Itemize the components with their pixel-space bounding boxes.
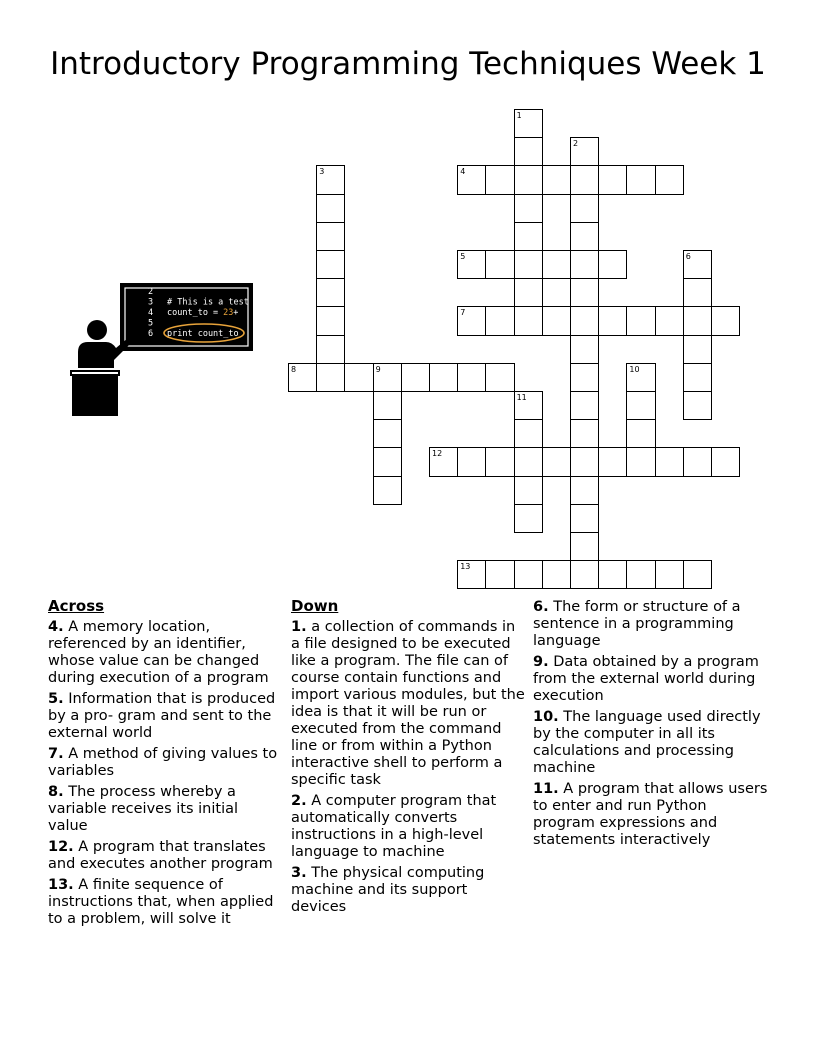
clue-number: 5 — [460, 252, 466, 261]
crossword-cell[interactable] — [542, 447, 571, 476]
crossword-cell[interactable] — [655, 447, 684, 476]
crossword-cell[interactable] — [570, 306, 599, 335]
clue-number: 3 — [319, 167, 325, 177]
across-clues — [48, 598, 280, 932]
crossword-cell[interactable] — [485, 560, 514, 589]
crossword-cell[interactable] — [316, 222, 345, 251]
crossword-cell[interactable] — [570, 532, 599, 561]
clue-number: 6. — [533, 599, 549, 615]
clue-item — [533, 781, 769, 849]
clue-number: 8. — [48, 784, 64, 800]
crossword-cell[interactable] — [598, 306, 627, 335]
crossword-cell[interactable] — [626, 165, 655, 194]
clue-text: A program that allows users to enter and run Python program expressions and statements interactively — [533, 781, 768, 848]
crossword-cell[interactable] — [316, 363, 345, 392]
clue-text: A computer program that automatically converts instructions in a high-level language to machine — [291, 793, 497, 860]
clue-number: 7 — [460, 308, 466, 318]
clue-number: 9 — [375, 364, 381, 374]
crossword-cell[interactable] — [683, 278, 712, 307]
crossword-cell[interactable] — [373, 391, 402, 420]
crossword-cell[interactable] — [514, 306, 543, 335]
clue-number: 10 — [629, 364, 640, 374]
crossword-cell[interactable] — [457, 363, 486, 392]
crossword-cell[interactable] — [626, 560, 655, 589]
page-title: Introductory Programming Techniques Week 1 — [50, 46, 766, 82]
crossword-cell[interactable] — [514, 222, 543, 251]
crossword-cell[interactable] — [401, 363, 430, 392]
crossword-cell[interactable] — [570, 363, 599, 392]
crossword-cell[interactable] — [655, 165, 684, 194]
crossword-cell[interactable] — [570, 476, 599, 505]
crossword-cell[interactable] — [626, 306, 655, 335]
clue-number: 11 — [516, 393, 527, 402]
crossword-cell[interactable] — [485, 447, 514, 476]
crossword-cell[interactable] — [570, 447, 599, 476]
clue-number: 7. — [48, 746, 64, 762]
code-highlight-value: 23 — [223, 308, 234, 318]
crossword-cell[interactable] — [570, 222, 599, 251]
crossword-cell[interactable] — [316, 278, 345, 307]
clue-item — [291, 619, 527, 789]
code-line-number: 2 — [148, 287, 154, 297]
crossword-cell[interactable] — [570, 560, 599, 589]
crossword-cell[interactable] — [514, 250, 543, 279]
crossword-cell[interactable] — [570, 504, 599, 533]
crossword-cell[interactable] — [429, 363, 458, 392]
crossword-cell[interactable] — [570, 419, 599, 448]
crossword-cell[interactable] — [457, 447, 486, 476]
clue-number: 11. — [533, 781, 559, 797]
clue-text: Information that is produced by a pro- gram and sent to the external world — [48, 691, 276, 741]
across-heading: Across — [48, 597, 105, 615]
crossword-cell[interactable] — [514, 504, 543, 533]
clue-number: 6 — [685, 252, 691, 261]
clue-text: A program that translates and executes another program — [48, 839, 273, 872]
clue-item — [48, 784, 280, 835]
crossword-cell[interactable] — [570, 165, 599, 194]
clue-number: 5. — [48, 691, 64, 707]
clue-number: 2. — [291, 793, 307, 809]
crossword-cell[interactable] — [485, 363, 514, 392]
clue-number: 2 — [573, 139, 579, 149]
code-line-text: # This is a test — [167, 297, 249, 308]
crossword-cell[interactable] — [514, 560, 543, 589]
crossword-cell[interactable] — [598, 250, 627, 279]
crossword-cell[interactable] — [626, 391, 655, 420]
crossword-cell[interactable] — [683, 363, 712, 392]
crossword-cell[interactable] — [316, 194, 345, 223]
clue-text: The process whereby a variable receives its initial value — [48, 784, 239, 834]
clue-text: The language used directly by the computer in all its calculations and processing machine — [533, 709, 761, 776]
clue-number: 8 — [291, 364, 297, 374]
crossword-cell[interactable] — [683, 306, 712, 335]
clue-number: 4. — [48, 619, 64, 635]
crossword-cell[interactable] — [683, 391, 712, 420]
crossword-cell[interactable] — [514, 278, 543, 307]
crossword-cell[interactable] — [542, 306, 571, 335]
clue-text: The form or structure of a sentence in a programming language — [533, 599, 741, 649]
clue-text: A method of giving values to variables — [48, 746, 278, 779]
crossword-cell[interactable] — [570, 391, 599, 420]
crossword-cell[interactable] — [626, 447, 655, 476]
code-line-number: 5 — [148, 318, 154, 329]
clue-item — [291, 793, 527, 861]
crossword-cell[interactable] — [542, 250, 571, 279]
clue-number: 10. — [533, 709, 559, 725]
clue-item — [533, 599, 769, 650]
crossword-cell[interactable] — [514, 476, 543, 505]
crossword-cell[interactable] — [598, 447, 627, 476]
crossword-cell[interactable] — [373, 447, 402, 476]
clue-item — [48, 691, 280, 742]
down-heading: Down — [291, 597, 339, 615]
crossword-cell[interactable] — [344, 363, 373, 392]
clue-item — [48, 839, 280, 873]
clue-item — [48, 746, 280, 780]
crossword-cell[interactable] — [373, 419, 402, 448]
clue-number: 1 — [516, 111, 522, 120]
crossword-cell[interactable] — [485, 250, 514, 279]
down-clues-continued — [533, 599, 769, 853]
crossword-cell[interactable] — [711, 447, 740, 476]
clue-text: The physical computing machine and its support devices — [291, 865, 485, 915]
clue-number: 4 — [460, 167, 466, 177]
crossword-cell[interactable] — [570, 194, 599, 223]
clue-text: A finite sequence of instructions that, when applied to a problem, will solve it — [48, 877, 274, 927]
clue-item — [533, 709, 769, 777]
crossword-cell[interactable] — [542, 165, 571, 194]
clue-text: Data obtained by a program from the external world during execution — [533, 654, 759, 704]
clue-item — [48, 877, 280, 928]
code-line-text: count_to = — [167, 308, 219, 318]
crossword-cell[interactable] — [485, 165, 514, 194]
crossword-cell[interactable] — [514, 419, 543, 448]
crossword-cell[interactable] — [711, 306, 740, 335]
crossword-cell[interactable] — [683, 560, 712, 589]
crossword-cell[interactable] — [570, 278, 599, 307]
crossword-cell[interactable] — [542, 560, 571, 589]
down-clues — [291, 598, 527, 920]
code-line-number: 4 — [148, 308, 154, 318]
clue-number: 12 — [432, 449, 443, 459]
crossword-cell[interactable] — [514, 137, 543, 166]
crossword-cell[interactable] — [485, 306, 514, 335]
clue-text: a collection of commands in a file designed to be executed like a program. The file can of course contain functions and import various modules, but the idea is that it will be run or executed from the command line or from within a Python interactive shell to perform a specific task — [291, 619, 525, 788]
crossword-cell[interactable] — [683, 335, 712, 364]
crossword-cell[interactable] — [316, 306, 345, 335]
crossword-cell[interactable] — [514, 165, 543, 194]
clue-number: 3. — [291, 865, 307, 881]
clue-number: 13 — [460, 562, 471, 572]
clue-item — [48, 619, 280, 687]
crossword-cell[interactable] — [316, 250, 345, 279]
crossword-cell[interactable] — [570, 335, 599, 364]
clue-item — [291, 865, 527, 916]
code-line-rest: + — [233, 308, 239, 318]
clue-number: 12. — [48, 839, 74, 855]
crossword-cell[interactable] — [626, 419, 655, 448]
crossword-cell[interactable] — [514, 194, 543, 223]
crossword-cell[interactable] — [598, 560, 627, 589]
code-line-number: 6 — [148, 329, 154, 339]
crossword-cell[interactable] — [598, 165, 627, 194]
code-line-number: 3 — [148, 297, 154, 308]
crossword-cell[interactable] — [316, 335, 345, 364]
crossword-cell[interactable] — [570, 250, 599, 279]
crossword-cell[interactable] — [514, 447, 543, 476]
crossword-cell[interactable] — [655, 306, 684, 335]
clue-item — [533, 654, 769, 705]
clue-number: 9. — [533, 654, 549, 670]
clue-number: 1. — [291, 619, 307, 635]
clue-number: 13. — [48, 877, 74, 893]
clue-text: A memory location, referenced by an identifier, whose value can be changed during execution of a program — [48, 619, 269, 686]
crossword-cell[interactable] — [655, 560, 684, 589]
crossword-cell[interactable] — [373, 476, 402, 505]
code-line-text: print count_to — [167, 329, 239, 339]
crossword-cell[interactable] — [683, 447, 712, 476]
